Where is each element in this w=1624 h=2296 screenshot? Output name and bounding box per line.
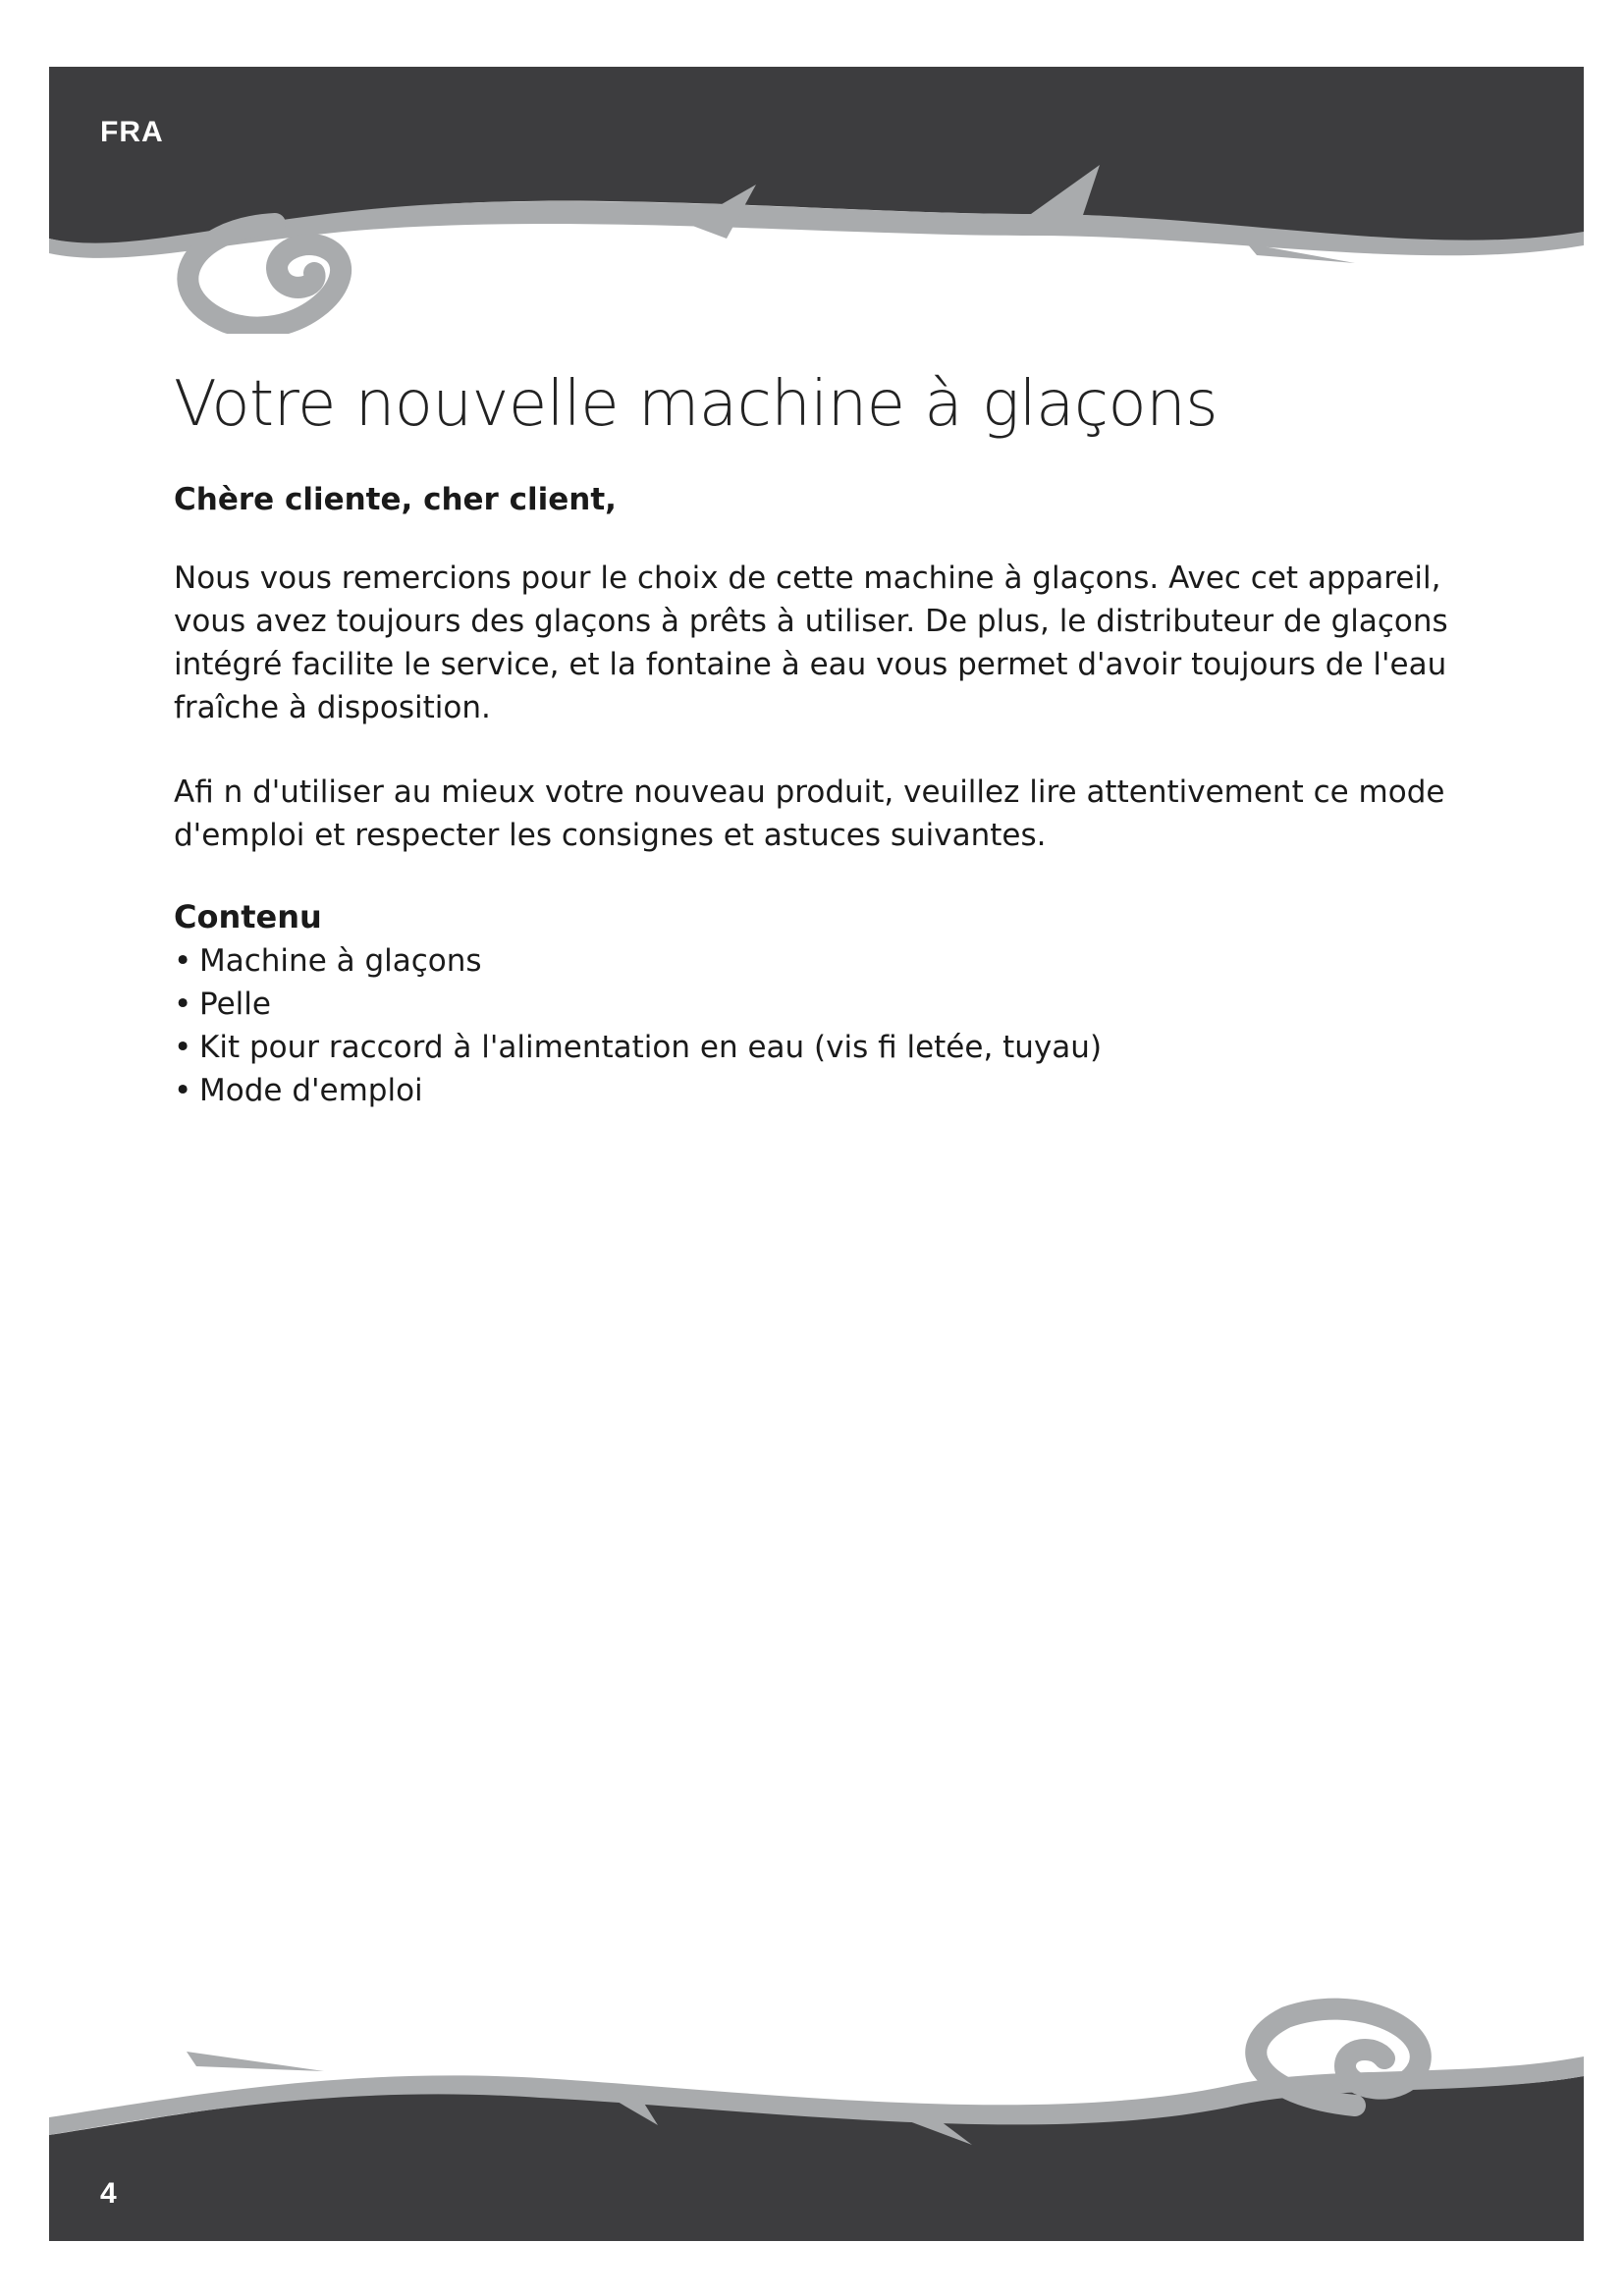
bullet: • — [174, 1030, 192, 1065]
list-item — [174, 983, 1450, 1026]
language-label: FRA — [100, 116, 164, 148]
page-number: 4 — [100, 2177, 117, 2210]
bullet: • — [174, 987, 192, 1022]
list-item-text: Kit pour raccord à l'alimentation en eau (vis fi letée, tuyau) — [199, 1030, 1103, 1065]
salutation: Chère cliente, cher client, — [174, 482, 617, 517]
list-item — [174, 939, 1450, 983]
list-item-text: Machine à glaçons — [199, 943, 482, 979]
list-item-text: Pelle — [199, 987, 271, 1022]
list-item — [174, 1069, 1450, 1112]
page-title: Votre nouvelle machine à glaçons — [174, 368, 1218, 441]
intro-paragraph: Nous vous remercions pour le choix de cette machine à glaçons. Avec cet appareil, vous avez toujours des glaçons à prêts à utiliser. De plus, le distributeur de glaçons intégré facilite le service, et la fontaine à eau vous permet d'avoir toujours de l'eau fraîche à disposition. — [174, 561, 1448, 725]
list-item-text: Mode d'emploi — [199, 1073, 423, 1108]
contents-heading: Contenu — [174, 898, 322, 935]
instructions-paragraph: Afi n d'utiliser au mieux votre nouveau produit, veuillez lire attentivement ce mode d'emploi et respecter les consignes et astuces suivantes. — [174, 774, 1445, 853]
header-band — [49, 67, 1584, 334]
bullet: • — [174, 943, 192, 979]
swirl-decoration-bottom — [49, 1988, 1584, 2241]
page-content — [174, 368, 1450, 1112]
list-item — [174, 1026, 1450, 1069]
contents-list — [174, 939, 1450, 1112]
footer-band — [49, 1988, 1584, 2241]
swirl-decoration-top — [49, 67, 1584, 334]
bullet: • — [174, 1073, 192, 1108]
